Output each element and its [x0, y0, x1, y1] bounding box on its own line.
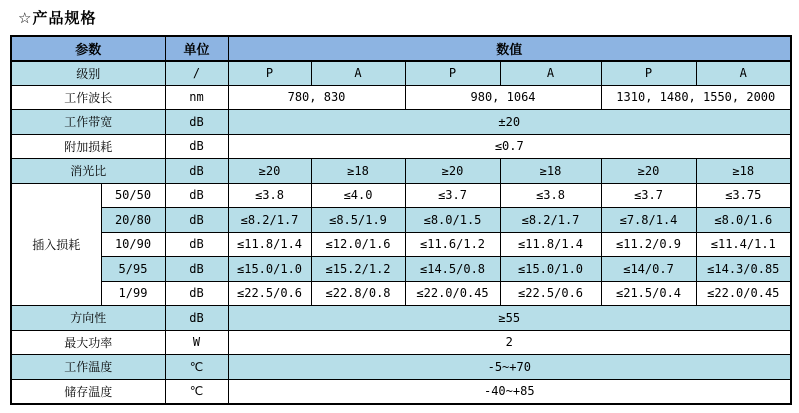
row-insertion-loss-10-90	[11, 232, 791, 257]
param-label: 工作带宽	[11, 110, 165, 135]
param-label: 消光比	[11, 159, 165, 184]
value-cell: -5~+70	[228, 355, 791, 380]
value-cell: ≥20	[228, 159, 311, 184]
unit-cell: dB	[165, 281, 228, 306]
value-cell: ≥18	[696, 159, 791, 184]
value-cell: ≤8.2/1.7	[228, 208, 311, 233]
unit-cell: dB	[165, 183, 228, 208]
value-cell: ≤8.2/1.7	[500, 208, 601, 233]
spec-table	[10, 35, 792, 405]
value-cell: ≥55	[228, 306, 791, 331]
value-cell: ≥20	[601, 159, 696, 184]
value-cell: P	[601, 61, 696, 86]
unit-cell: dB	[165, 208, 228, 233]
row-directivity	[11, 306, 791, 331]
row-operating-temp	[11, 355, 791, 380]
value-cell: ≤15.0/1.0	[228, 257, 311, 282]
value-cell: ≥18	[311, 159, 405, 184]
param-label: 最大功率	[11, 330, 165, 355]
value-cell: ≤7.8/1.4	[601, 208, 696, 233]
value-cell: ≤3.7	[601, 183, 696, 208]
ratio-cell: 20/80	[101, 208, 165, 233]
value-cell: A	[311, 61, 405, 86]
row-insertion-loss-5-95	[11, 257, 791, 282]
row-bandwidth	[11, 110, 791, 135]
param-label: 储存温度	[11, 379, 165, 404]
unit-cell: W	[165, 330, 228, 355]
value-cell: ≤14/0.7	[601, 257, 696, 282]
value-cell: ≤14.3/0.85	[696, 257, 791, 282]
param-label: 方向性	[11, 306, 165, 331]
value-cell: ≤22.5/0.6	[228, 281, 311, 306]
value-cell: ≤4.0	[311, 183, 405, 208]
header-param-cell: 参数	[11, 36, 165, 61]
value-cell: A	[696, 61, 791, 86]
row-wavelength	[11, 85, 791, 110]
unit-cell: dB	[165, 257, 228, 282]
value-cell: ≤11.8/1.4	[228, 232, 311, 257]
unit-cell: dB	[165, 232, 228, 257]
value-cell: ≤3.75	[696, 183, 791, 208]
unit-cell: dB	[165, 110, 228, 135]
value-cell: ±20	[228, 110, 791, 135]
value-cell: ≤8.0/1.5	[405, 208, 500, 233]
ratio-cell: 50/50	[101, 183, 165, 208]
row-insertion-loss-20-80	[11, 208, 791, 233]
ratio-cell: 10/90	[101, 232, 165, 257]
header-value-cell: 数值	[228, 36, 791, 61]
value-cell: ≤22.0/0.45	[696, 281, 791, 306]
value-cell: -40~+85	[228, 379, 791, 404]
value-cell: ≤11.8/1.4	[500, 232, 601, 257]
row-grade	[11, 61, 791, 86]
row-extinction	[11, 159, 791, 184]
page-title: ☆产品规格	[18, 9, 97, 27]
value-cell: ≤22.0/0.45	[405, 281, 500, 306]
value-cell: ≤11.4/1.1	[696, 232, 791, 257]
param-label: 工作温度	[11, 355, 165, 380]
unit-cell: /	[165, 61, 228, 86]
row-excess-loss	[11, 134, 791, 159]
param-label: 工作波长	[11, 85, 165, 110]
value-cell: ≤21.5/0.4	[601, 281, 696, 306]
value-cell: ≤8.5/1.9	[311, 208, 405, 233]
value-cell: ≥20	[405, 159, 500, 184]
param-label: 附加损耗	[11, 134, 165, 159]
value-cell: ≤8.0/1.6	[696, 208, 791, 233]
value-cell: ≤22.5/0.6	[500, 281, 601, 306]
value-cell: ≤14.5/0.8	[405, 257, 500, 282]
value-cell: 2	[228, 330, 791, 355]
value-cell: ≤15.0/1.0	[500, 257, 601, 282]
unit-cell: dB	[165, 159, 228, 184]
unit-cell: nm	[165, 85, 228, 110]
row-insertion-loss-1-99	[11, 281, 791, 306]
row-insertion-loss-50-50	[11, 183, 791, 208]
value-cell: P	[405, 61, 500, 86]
ratio-cell: 5/95	[101, 257, 165, 282]
row-max-power	[11, 330, 791, 355]
ratio-cell: 1/99	[101, 281, 165, 306]
value-cell: 1310, 1480, 1550, 2000	[601, 85, 791, 110]
table-header-row	[11, 36, 791, 61]
value-cell: ≤3.8	[228, 183, 311, 208]
value-cell: ≤12.0/1.6	[311, 232, 405, 257]
value-cell: ≤11.2/0.9	[601, 232, 696, 257]
value-cell: 980, 1064	[405, 85, 601, 110]
header-unit-cell: 单位	[165, 36, 228, 61]
param-label-insertion-loss: 插入损耗	[11, 183, 101, 306]
value-cell: ≥18	[500, 159, 601, 184]
value-cell: A	[500, 61, 601, 86]
unit-cell: dB	[165, 306, 228, 331]
unit-cell: ℃	[165, 355, 228, 380]
row-storage-temp	[11, 379, 791, 404]
value-cell: 780, 830	[228, 85, 405, 110]
value-cell: ≤3.7	[405, 183, 500, 208]
value-cell: ≤22.8/0.8	[311, 281, 405, 306]
param-label: 级别	[11, 61, 165, 86]
value-cell: ≤3.8	[500, 183, 601, 208]
unit-cell: ℃	[165, 379, 228, 404]
value-cell: P	[228, 61, 311, 86]
value-cell: ≤11.6/1.2	[405, 232, 500, 257]
unit-cell: dB	[165, 134, 228, 159]
value-cell: ≤0.7	[228, 134, 791, 159]
value-cell: ≤15.2/1.2	[311, 257, 405, 282]
